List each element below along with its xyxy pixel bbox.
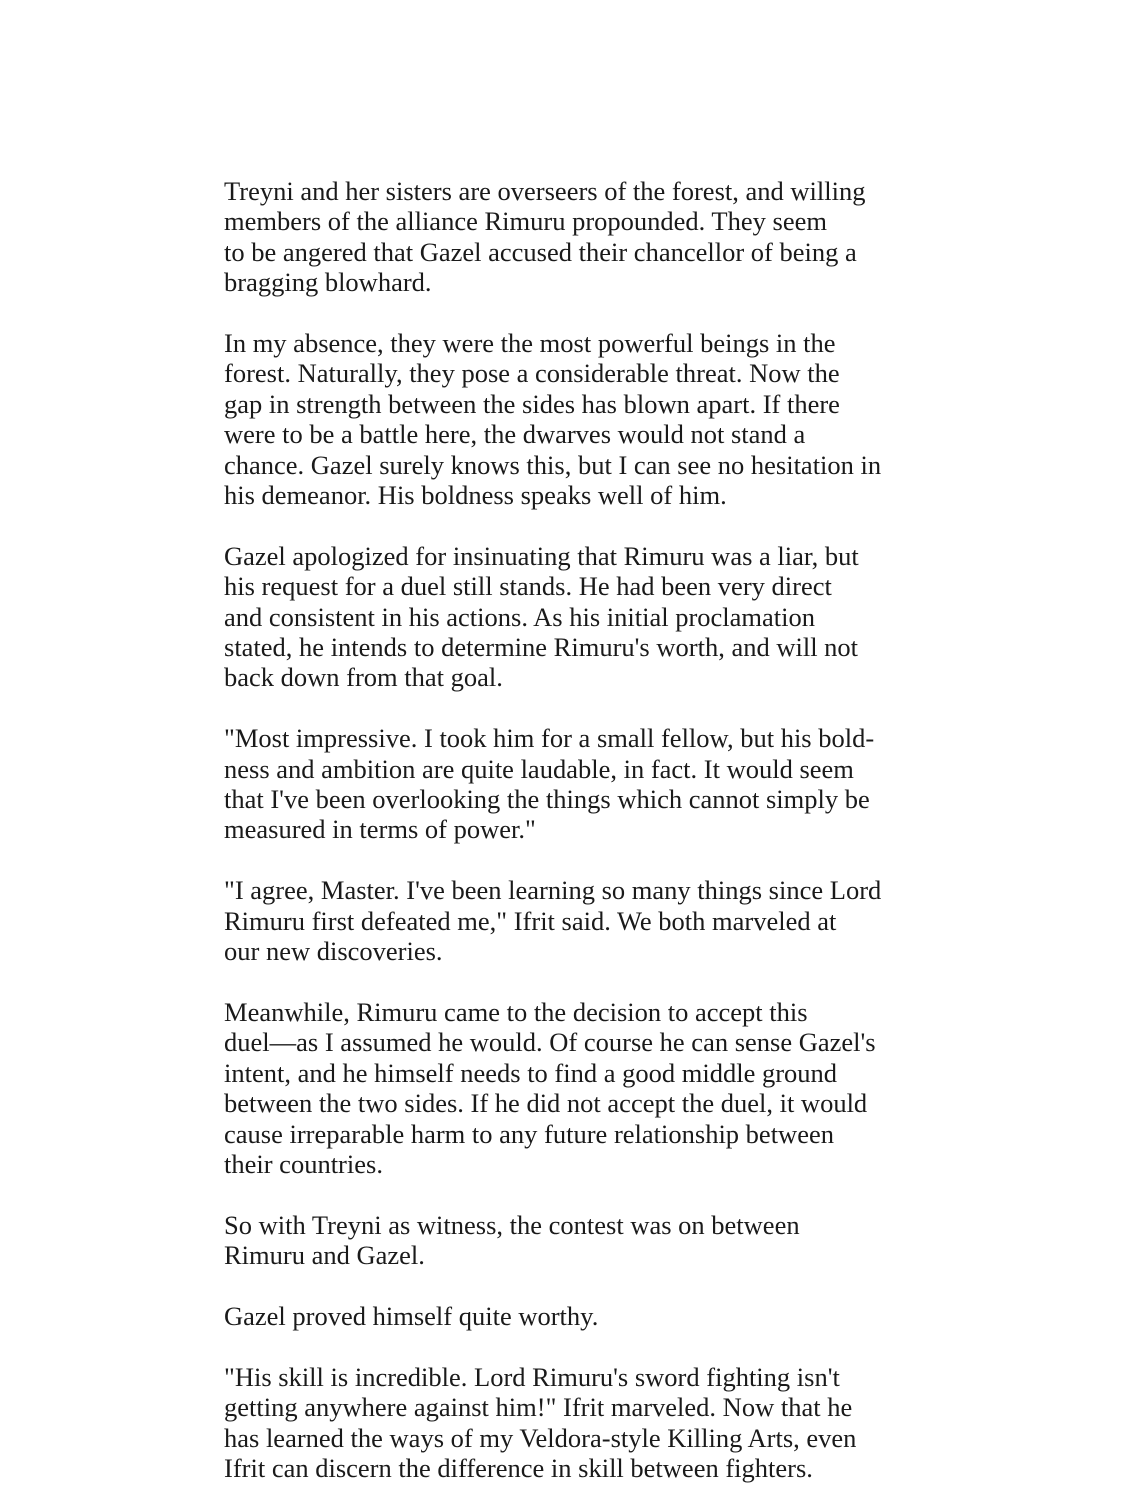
text-line: Rimuru first defeated me," Ifrit said. We both marveled at xyxy=(224,905,837,936)
text-line: chance. Gazel surely knows this, but I can see no hesitation in xyxy=(224,449,882,480)
text-line: and consistent in his actions. As his initial proclamation xyxy=(224,601,816,632)
text-line: gap in strength between the sides has blown apart. If there xyxy=(224,388,840,419)
text-line: intent, and he himself needs to find a good middle ground xyxy=(224,1057,838,1088)
text-line: has learned the ways of my Veldora-style Killing Arts, even xyxy=(224,1422,857,1453)
text-line: "His skill is incredible. Lord Rimuru's sword fighting isn't xyxy=(224,1361,840,1392)
text-line: Ifrit can discern the difference in skill between fighters. xyxy=(224,1452,813,1483)
text-line: Gazel proved himself quite worthy. xyxy=(224,1300,599,1331)
text-line: back down from that goal. xyxy=(224,662,503,693)
paragraph-2 xyxy=(224,328,904,510)
text-line: stated, he intends to determine Rimuru's worth, and will not xyxy=(224,632,859,663)
text-line: Treyni and her sisters are overseers of the forest, and willing xyxy=(224,176,866,206)
text-line: "Most impressive. I took him for a small fellow, but his bold- xyxy=(224,723,875,754)
text-line: their countries. xyxy=(224,1148,383,1179)
paragraph-4 xyxy=(224,723,904,845)
text-line: Meanwhile, Rimuru came to the decision to accept this xyxy=(224,996,808,1027)
paragraph-5 xyxy=(224,875,904,966)
text-line: Rimuru and Gazel. xyxy=(224,1240,425,1271)
paragraph-3 xyxy=(224,541,904,693)
paragraph-8 xyxy=(224,1301,904,1331)
text-line: members of the alliance Rimuru propounded. They seem xyxy=(224,206,827,237)
paragraph-1 xyxy=(224,176,904,298)
text-line: his demeanor. His boldness speaks well of him. xyxy=(224,480,727,511)
paragraph-7 xyxy=(224,1210,904,1271)
text-line: his request for a duel still stands. He had been very direct xyxy=(224,571,832,602)
page-body xyxy=(224,176,904,1483)
text-line: duel—as I assumed he would. Of course he can sense Gazel's xyxy=(224,1027,876,1058)
text-line: that I've been overlooking the things which cannot simply be xyxy=(224,784,870,815)
text-line: cause irreparable harm to any future relationship between xyxy=(224,1118,834,1149)
text-line: between the two sides. If he did not accept the duel, it would xyxy=(224,1088,868,1119)
text-line: ness and ambition are quite laudable, in fact. It would seem xyxy=(224,753,854,784)
text-line: Gazel apologized for insinuating that Rimuru was a liar, but xyxy=(224,540,859,571)
text-line: forest. Naturally, they pose a considerable threat. Now the xyxy=(224,358,840,389)
text-line: "I agree, Master. I've been learning so many things since Lord xyxy=(224,875,882,906)
paragraph-6 xyxy=(224,997,904,1179)
text-line: getting anywhere against him!" Ifrit marveled. Now that he xyxy=(224,1392,853,1423)
text-line: measured in terms of power." xyxy=(224,814,536,845)
text-line: our new discoveries. xyxy=(224,936,443,967)
text-line: were to be a battle here, the dwarves would not stand a xyxy=(224,419,806,450)
paragraph-9 xyxy=(224,1362,904,1484)
text-line: So with Treyni as witness, the contest was on between xyxy=(224,1209,800,1240)
text-line: bragging blowhard. xyxy=(224,267,432,298)
text-line: In my absence, they were the most powerful beings in the xyxy=(224,328,836,359)
text-line: to be angered that Gazel accused their chancellor of being a xyxy=(224,236,857,267)
